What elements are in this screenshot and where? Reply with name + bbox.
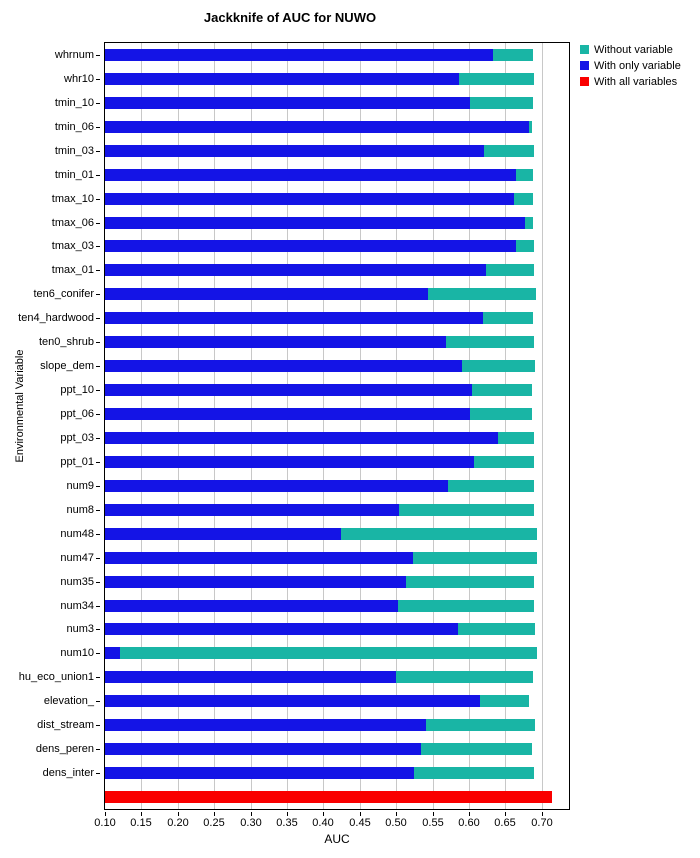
bar-with-only-variable: [105, 623, 458, 635]
bar-with-only-variable: [105, 169, 516, 181]
x-axis-tick-label: 0.65: [494, 817, 516, 829]
x-axis-tick: [396, 812, 397, 816]
x-axis-tick: [505, 812, 506, 816]
bar-with-only-variable: [105, 480, 448, 492]
y-axis-tick-label: dens_inter: [42, 767, 94, 780]
y-axis-tick: [96, 79, 100, 80]
y-axis-tick-label: slope_dem: [40, 360, 94, 373]
bar-with-only-variable: [105, 432, 498, 444]
bar-with-only-variable: [105, 193, 514, 205]
bar-with-all-variables: [105, 791, 552, 803]
legend-label: With only variable: [594, 59, 681, 72]
x-axis-tick-label: 0.15: [130, 817, 152, 829]
legend-item: [580, 58, 681, 73]
y-axis-tick: [96, 366, 100, 367]
bar-with-only-variable: [105, 264, 486, 276]
y-axis-tick: [96, 414, 100, 415]
bar-row-all-variables: [105, 791, 569, 803]
bar-row: [105, 49, 569, 61]
y-axis-tick-label: num47: [60, 551, 94, 564]
y-axis-tick-label: hu_eco_union1: [18, 671, 94, 684]
y-axis-tick-label: tmin_01: [54, 168, 94, 181]
y-axis-tick-label: ppt_01: [60, 455, 94, 468]
y-axis-tick: [96, 342, 100, 343]
x-axis-tick: [105, 812, 106, 816]
bar-row: [105, 121, 569, 133]
legend-swatch: [580, 77, 589, 86]
bar-with-only-variable: [105, 767, 414, 779]
x-axis-tick-label: 0.60: [458, 817, 480, 829]
bar-with-only-variable: [105, 528, 341, 540]
y-axis-tick: [96, 223, 100, 224]
legend-item: [580, 74, 681, 89]
y-axis-tick: [96, 701, 100, 702]
x-axis-tick: [287, 812, 288, 816]
bar-with-only-variable: [105, 49, 493, 61]
y-axis-tick-label: num3: [66, 623, 94, 636]
y-axis-tick: [96, 246, 100, 247]
bar-row: [105, 504, 569, 516]
bar-row: [105, 671, 569, 683]
y-axis-tick: [96, 606, 100, 607]
x-axis-tick: [542, 812, 543, 816]
x-axis-labels: [94, 812, 570, 832]
bar-with-only-variable: [105, 360, 462, 372]
y-axis-tick: [96, 462, 100, 463]
bar-row: [105, 145, 569, 157]
x-axis-tick-label: 0.20: [167, 817, 189, 829]
bar-row: [105, 647, 569, 659]
legend-item: [580, 42, 681, 57]
bar-row: [105, 360, 569, 372]
x-axis-tick: [469, 812, 470, 816]
y-axis-tick: [96, 749, 100, 750]
y-axis-tick-label: ten6_conifer: [33, 288, 94, 301]
bar-with-only-variable: [105, 695, 480, 707]
y-axis-tick: [96, 629, 100, 630]
x-axis-tick: [141, 812, 142, 816]
bar-row: [105, 217, 569, 229]
bar-row: [105, 552, 569, 564]
bar-row: [105, 576, 569, 588]
bar-with-only-variable: [105, 217, 525, 229]
y-axis-tick-label: num8: [66, 503, 94, 516]
x-axis-title: AUC: [324, 832, 350, 846]
y-axis-tick-label: dens_peren: [35, 743, 94, 756]
chart-title: Jackknife of AUC for NUWO: [203, 10, 377, 25]
bar-row: [105, 97, 569, 109]
y-axis-tick-label: tmin_06: [54, 120, 94, 133]
y-axis-tick: [96, 725, 100, 726]
y-axis-tick-label: num9: [66, 479, 94, 492]
x-axis-tick: [360, 812, 361, 816]
x-axis-tick-label: 0.40: [312, 817, 334, 829]
y-axis-tick: [96, 55, 100, 56]
y-axis-tick: [96, 677, 100, 678]
y-axis-tick: [96, 438, 100, 439]
bar-with-only-variable: [105, 576, 406, 588]
y-axis-tick: [96, 582, 100, 583]
bar-row: [105, 480, 569, 492]
y-axis-tick: [96, 294, 100, 295]
bar-row: [105, 288, 569, 300]
x-axis-tick: [251, 812, 252, 816]
y-axis-tick: [96, 773, 100, 774]
bar-row: [105, 312, 569, 324]
bars-layer: [105, 43, 569, 809]
y-axis-tick-label: whrnum: [54, 48, 94, 61]
bar-with-only-variable: [105, 121, 529, 133]
y-axis-tick-label: tmin_03: [54, 144, 94, 157]
legend-label: Without variable: [594, 43, 673, 56]
legend-swatch: [580, 61, 589, 70]
x-axis-tick-label: 0.25: [203, 817, 225, 829]
bar-row: [105, 240, 569, 252]
y-axis-tick: [96, 151, 100, 152]
y-axis-tick-label: num35: [60, 575, 94, 588]
y-axis-tick-label: tmax_10: [51, 192, 94, 205]
bar-row: [105, 336, 569, 348]
y-axis-tick: [96, 390, 100, 391]
bar-with-only-variable: [105, 600, 398, 612]
bar-row: [105, 695, 569, 707]
bar-row: [105, 456, 569, 468]
x-axis-tick-label: 0.30: [240, 817, 262, 829]
y-axis-tick: [96, 653, 100, 654]
bar-row: [105, 384, 569, 396]
bar-with-only-variable: [105, 336, 446, 348]
x-axis-tick-label: 0.70: [531, 817, 553, 829]
bar-with-only-variable: [105, 73, 459, 85]
bar-row: [105, 528, 569, 540]
plot-area: [104, 42, 570, 810]
bar-without-variable: [105, 647, 537, 659]
bar-with-only-variable: [105, 456, 474, 468]
y-axis-tick: [96, 103, 100, 104]
y-axis-tick-label: ten4_hardwood: [18, 312, 94, 325]
bar-row: [105, 432, 569, 444]
legend: [580, 42, 681, 90]
y-axis-tick: [96, 510, 100, 511]
x-axis-tick: [433, 812, 434, 816]
y-axis-tick-label: tmax_01: [51, 264, 94, 277]
bar-with-only-variable: [105, 97, 470, 109]
x-axis-tick: [323, 812, 324, 816]
x-axis-tick-label: 0.45: [349, 817, 371, 829]
y-axis-tick-label: ppt_10: [60, 384, 94, 397]
bar-row: [105, 623, 569, 635]
bar-row: [105, 719, 569, 731]
y-axis-tick: [96, 318, 100, 319]
y-axis-title: Environmental Variable: [14, 349, 26, 463]
x-axis-tick: [178, 812, 179, 816]
legend-swatch: [580, 45, 589, 54]
y-axis-tick-label: ppt_06: [60, 408, 94, 421]
bar-with-only-variable: [105, 719, 426, 731]
y-axis-tick-label: elevation_: [43, 695, 94, 708]
y-axis-tick: [96, 199, 100, 200]
bar-with-only-variable: [105, 647, 120, 659]
y-axis-tick-label: num34: [60, 599, 94, 612]
y-axis-labels: [0, 42, 100, 810]
y-axis-tick-label: tmin_10: [54, 96, 94, 109]
bar-row: [105, 193, 569, 205]
bar-with-only-variable: [105, 743, 421, 755]
y-axis-tick-label: num10: [60, 647, 94, 660]
y-axis-tick-label: tmax_03: [51, 240, 94, 253]
bar-with-only-variable: [105, 240, 516, 252]
y-axis-tick-label: ppt_03: [60, 431, 94, 444]
bar-with-only-variable: [105, 384, 472, 396]
y-axis-tick: [96, 270, 100, 271]
y-axis-tick-label: num48: [60, 527, 94, 540]
bar-with-only-variable: [105, 671, 396, 683]
bar-with-only-variable: [105, 312, 483, 324]
y-axis-tick: [96, 127, 100, 128]
x-axis-tick-label: 0.50: [385, 817, 407, 829]
x-axis-tick-label: 0.55: [422, 817, 444, 829]
y-axis-tick-label: whr10: [64, 72, 94, 85]
bar-row: [105, 767, 569, 779]
y-axis-tick: [96, 486, 100, 487]
bar-row: [105, 73, 569, 85]
y-axis-tick: [96, 175, 100, 176]
bar-row: [105, 600, 569, 612]
bar-row: [105, 743, 569, 755]
bar-with-only-variable: [105, 408, 470, 420]
bar-row: [105, 408, 569, 420]
y-axis-tick-label: tmax_06: [51, 216, 94, 229]
y-axis-tick: [96, 558, 100, 559]
y-axis-tick: [96, 534, 100, 535]
bar-row: [105, 264, 569, 276]
bar-with-only-variable: [105, 145, 484, 157]
x-axis-tick: [214, 812, 215, 816]
legend-label: With all variables: [594, 75, 678, 88]
bar-with-only-variable: [105, 504, 399, 516]
x-axis-tick-label: 0.35: [276, 817, 298, 829]
x-axis-tick-label: 0.10: [94, 817, 116, 829]
bar-row: [105, 169, 569, 181]
bar-with-only-variable: [105, 552, 413, 564]
y-axis-tick-label: ten0_shrub: [38, 336, 94, 349]
y-axis-tick-label: dist_stream: [37, 719, 94, 732]
bar-with-only-variable: [105, 288, 428, 300]
